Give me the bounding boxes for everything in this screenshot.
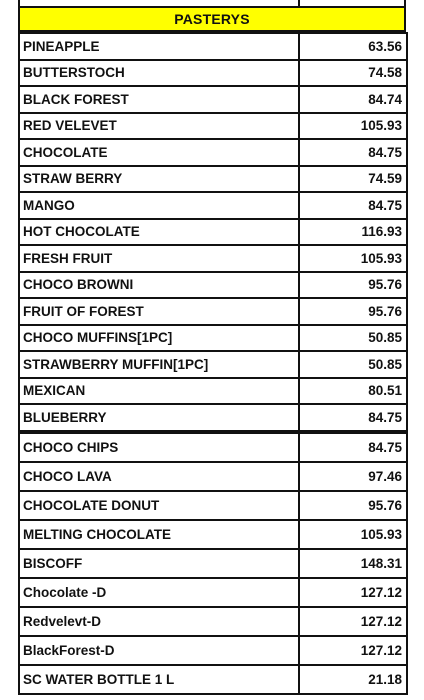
item-price: 74.58 <box>299 60 407 87</box>
item-name: STRAW BERRY <box>19 166 299 193</box>
table-row <box>19 272 407 299</box>
table-row <box>19 378 407 405</box>
item-name: FRESH FRUIT <box>19 245 299 272</box>
table-row <box>19 607 407 636</box>
table-row <box>19 433 407 462</box>
item-name: Chocolate -D <box>19 578 299 607</box>
item-name: MELTING CHOCOLATE <box>19 520 299 549</box>
item-name: BLACK FOREST <box>19 86 299 113</box>
item-price: 50.85 <box>299 325 407 352</box>
item-name: BUTTERSTOCH <box>19 60 299 87</box>
item-price: 84.75 <box>299 139 407 166</box>
table-row <box>19 520 407 549</box>
item-price: 84.74 <box>299 86 407 113</box>
item-price: 127.12 <box>299 607 407 636</box>
table-row <box>19 166 407 193</box>
item-price: 127.12 <box>299 636 407 665</box>
table-row <box>19 33 407 60</box>
table-row <box>19 462 407 491</box>
price-table-group-2 <box>18 432 408 695</box>
table-row <box>19 113 407 140</box>
table-row <box>19 351 407 378</box>
item-price: 105.93 <box>299 245 407 272</box>
item-price: 105.93 <box>299 520 407 549</box>
table-row <box>19 665 407 694</box>
item-price: 97.46 <box>299 462 407 491</box>
item-name: SC WATER BOTTLE 1 L <box>19 665 299 694</box>
table-row <box>19 298 407 325</box>
table-row <box>19 491 407 520</box>
item-name: CHOCO BROWNI <box>19 272 299 299</box>
item-price: 116.93 <box>299 219 407 246</box>
table-row <box>19 404 407 431</box>
item-price: 74.59 <box>299 166 407 193</box>
table-row <box>19 245 407 272</box>
item-price: 50.85 <box>299 351 407 378</box>
item-price: 127.12 <box>299 578 407 607</box>
table-row <box>19 636 407 665</box>
item-name: CHOCO CHIPS <box>19 433 299 462</box>
item-price: 84.75 <box>299 404 407 431</box>
table-row <box>19 86 407 113</box>
section-header: PASTERYS <box>18 6 406 32</box>
item-name: RED VELEVET <box>19 113 299 140</box>
item-name: CHOCO LAVA <box>19 462 299 491</box>
table-row <box>19 60 407 87</box>
item-name: Redvelevt-D <box>19 607 299 636</box>
item-name: MEXICAN <box>19 378 299 405</box>
table-row <box>19 139 407 166</box>
item-name: PINEAPPLE <box>19 33 299 60</box>
item-name: BLUEBERRY <box>19 404 299 431</box>
item-price: 95.76 <box>299 272 407 299</box>
item-price: 148.31 <box>299 549 407 578</box>
item-name: MANGO <box>19 192 299 219</box>
item-name: CHOCOLATE <box>19 139 299 166</box>
item-price: 95.76 <box>299 491 407 520</box>
table-row <box>19 325 407 352</box>
item-name: HOT CHOCOLATE <box>19 219 299 246</box>
item-name: BISCOFF <box>19 549 299 578</box>
table-row <box>19 578 407 607</box>
item-name: CHOCO MUFFINS[1PC] <box>19 325 299 352</box>
item-price: 63.56 <box>299 33 407 60</box>
item-price: 105.93 <box>299 113 407 140</box>
table-row <box>19 192 407 219</box>
item-name: FRUIT OF FOREST <box>19 298 299 325</box>
table-row <box>19 549 407 578</box>
item-name: CHOCOLATE DONUT <box>19 491 299 520</box>
price-table-group-1 <box>18 32 408 432</box>
item-name: BlackForest-D <box>19 636 299 665</box>
item-price: 84.75 <box>299 433 407 462</box>
item-price: 84.75 <box>299 192 407 219</box>
item-price: 95.76 <box>299 298 407 325</box>
item-price: 80.51 <box>299 378 407 405</box>
item-name: STRAWBERRY MUFFIN[1PC] <box>19 351 299 378</box>
table-row <box>19 219 407 246</box>
item-price: 21.18 <box>299 665 407 694</box>
